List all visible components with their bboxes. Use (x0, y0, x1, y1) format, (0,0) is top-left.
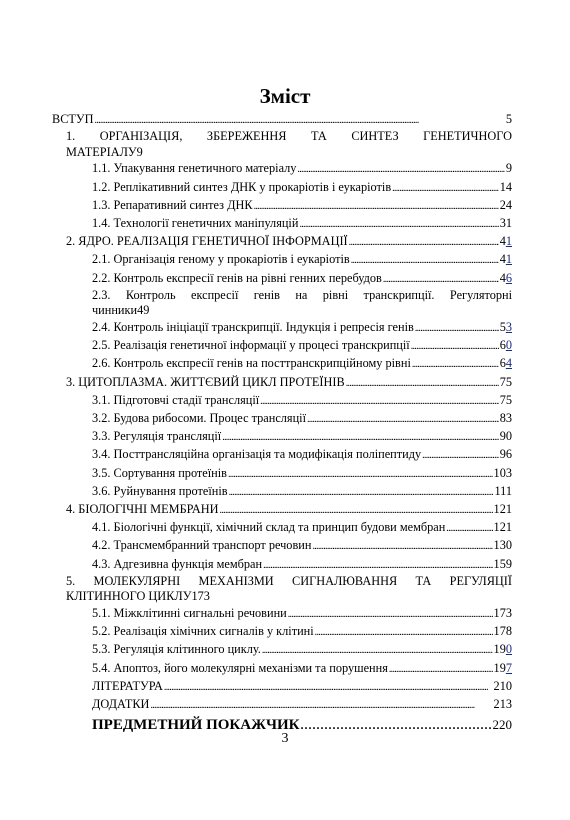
toc-entry-page: 83 (499, 411, 512, 426)
toc-entry-page: 130 (493, 538, 512, 553)
toc-entry-1-3[interactable] (52, 197, 512, 215)
toc-entry-page-digits: 4 (499, 234, 506, 249)
toc-entry-3-5[interactable] (52, 465, 512, 483)
toc-entry-1-4[interactable] (52, 215, 512, 233)
toc-entry-page (500, 355, 512, 372)
toc-entry-chapter-2[interactable] (52, 233, 512, 251)
toc-page-link[interactable]: 1 (505, 252, 512, 267)
toc-entry-5-2[interactable] (52, 623, 512, 641)
dot-leader (446, 519, 492, 537)
toc-page-link[interactable]: 3 (505, 320, 512, 334)
dot-leader (260, 392, 499, 410)
toc-entry-page (494, 641, 512, 658)
toc-entry-intro[interactable] (52, 111, 512, 129)
toc-entry-page: 210 (493, 678, 512, 693)
toc-entry-label: 1.3. Репаративний синтез ДНК (92, 197, 253, 212)
toc-entry-page (500, 337, 512, 354)
toc-entry-page-digits: 4 (499, 270, 506, 285)
toc-entry-5-1[interactable] (52, 605, 512, 623)
toc-entry-page: 111 (494, 483, 512, 498)
dot-leader (307, 410, 499, 428)
toc-entry-label: 5.4. Апоптоз, його молекулярні механізми та порушення (92, 660, 388, 675)
toc-entry-1-2[interactable] (52, 179, 512, 197)
dot-leader (263, 556, 492, 574)
dot-leader (299, 215, 498, 233)
dot-leader (351, 251, 499, 269)
toc-entry-label: 4.3. Адгезивна функція мембран (92, 556, 263, 571)
page-number: 3 (281, 731, 289, 746)
toc-entry-page: 90 (499, 429, 512, 444)
toc-entry-label: 2.6. Контроль експресії генів на посттранскрипційному рівні (92, 356, 411, 371)
dot-leader (164, 678, 493, 696)
toc-entry-page: 178 (493, 624, 512, 639)
toc-entry-page: 75 (499, 374, 512, 389)
dot-leader (389, 660, 493, 678)
dot-leader (222, 428, 499, 446)
toc-entry-page: 121 (493, 502, 512, 517)
dot-leader (229, 483, 494, 501)
dot-leader (297, 160, 504, 178)
toc-entry-page: 220 (492, 717, 512, 733)
toc-entry-page: 75 (499, 392, 512, 407)
toc-entry-page-digits: 6 (499, 338, 506, 353)
toc-entry-2-3[interactable] (52, 288, 512, 319)
toc-entry-page-digits: 6 (499, 356, 506, 371)
dot-leader (415, 319, 499, 337)
toc-entry-label: ЛІТЕРАТУРА (92, 678, 163, 693)
dot-leader (349, 233, 499, 251)
dot-leader (312, 537, 492, 555)
toc-page-link[interactable]: 4 (505, 356, 512, 371)
toc-entry-2-2[interactable] (52, 270, 512, 288)
toc-entry-label-line1: 1. ОРГАНІЗАЦІЯ, ЗБЕРЕЖЕННЯ ТА СИНТЕЗ ГЕНЕТИЧНОГО (66, 129, 512, 144)
toc-entry-4-2[interactable] (52, 537, 512, 555)
toc-entry-label: 1.1. Упакування генетичного матеріалу (92, 161, 297, 176)
toc-entry-label-line2: КЛІТИННОГО ЦИКЛУ (66, 589, 192, 604)
dot-leader (254, 197, 499, 215)
toc-entry-page: 173 (191, 589, 210, 604)
dot-leader (95, 111, 505, 129)
dot-leader (346, 374, 499, 392)
toc-entry-label: 3.6. Руйнування протеїнів (92, 483, 228, 498)
toc-entry-label: 1.4. Технології генетичних маніпуляцій (92, 216, 299, 230)
toc-entry-chapter-4[interactable] (52, 501, 512, 519)
toc-entry-2-1[interactable] (52, 251, 512, 269)
toc-entry-label: ДОДАТКИ (92, 697, 150, 712)
dot-leader (315, 623, 493, 641)
dot-leader (392, 179, 499, 197)
dot-leader (412, 355, 499, 373)
toc-entry-page: 31 (499, 216, 512, 230)
toc-entry-label: 3. ЦИТОПЛАЗМА. ЖИТТЄВИЙ ЦИКЛ ПРОТЕЇНІВ (66, 374, 345, 389)
toc-entry-label: 3.1. Підготовчі стадії трансляції (92, 392, 260, 407)
toc-entry-page: 121 (493, 520, 512, 535)
toc-entry-page: 173 (493, 606, 512, 621)
toc-entry-page (500, 319, 512, 336)
dot-leader (383, 270, 499, 288)
toc-entry-label: ВСТУП (52, 112, 94, 126)
toc-entry-label: 3.2. Будова рибосоми. Процес трансляції (92, 411, 306, 426)
toc-entry-label: 5.1. Міжклітинні сигнальні речовини (92, 606, 287, 621)
toc-entry-label: 3.3. Регуляція трансляції (92, 429, 222, 444)
toc-entry-page-digits: 5 (499, 320, 506, 334)
toc-entry-label-line2: МАТЕРІАЛУ (66, 144, 137, 159)
toc-entry-label: 2.4. Контроль ініціації транскрипції. Індукція і репресія генів (92, 320, 414, 334)
toc-entry-page: 49 (137, 303, 150, 318)
toc-entry-page: 24 (499, 197, 512, 212)
dot-leader (411, 337, 499, 355)
toc-entry-label: 3.4. Посттрансляційна організація та модифікація поліпептиду (92, 447, 422, 462)
toc-entry-label: 4.1. Біологічні функції, хімічний склад та принцип будови мембран (92, 520, 446, 535)
toc-entry-page: 14 (499, 179, 512, 194)
toc-entry-label: 2.5. Реалізація генетичної інформації у процесі транскрипції (92, 338, 410, 353)
toc-entry-label: 5.3. Регуляція клітинного циклу. (92, 642, 261, 657)
toc-entry-2-4[interactable] (52, 319, 512, 337)
toc-entry-3-1[interactable] (52, 392, 512, 410)
dot-leader (220, 501, 493, 519)
toc-entry-2-6[interactable] (52, 355, 512, 373)
toc-page-link[interactable]: 6 (505, 270, 512, 285)
toc-entry-label: 2.2. Контроль експресії генів на рівні генних перебудов (92, 270, 382, 285)
toc-entry-2-5[interactable] (52, 337, 512, 355)
toc-entry-3-2[interactable] (52, 410, 512, 428)
dot-leader (262, 641, 493, 659)
toc-entry-label: 1.2. Реплікативний синтез ДНК у прокаріотів і еукаріотів (92, 179, 392, 194)
dot-leader (288, 605, 493, 623)
toc-entry-appendices[interactable] (52, 696, 512, 714)
toc-entry-label-line1: 5. МОЛЕКУЛЯРНІ МЕХАНІЗМИ СИГНАЛЮВАННЯ ТА РЕГУЛЯЦІЇ (66, 573, 512, 588)
toc-entry-3-4[interactable] (52, 446, 512, 464)
toc-entry-label: 2.1. Організація геному у прокаріотів і еукаріотів (92, 252, 350, 267)
toc-entry-chapter-3[interactable] (52, 374, 512, 392)
toc-entry-3-3[interactable] (52, 428, 512, 446)
toc-entry-4-1[interactable] (52, 519, 512, 537)
toc-page-link[interactable]: 0 (505, 338, 512, 353)
toc-entry-page: 159 (493, 556, 512, 571)
page-title: Зміст (259, 84, 311, 108)
toc-entry-3-6[interactable] (52, 483, 512, 501)
toc-entry-1-1[interactable] (52, 160, 512, 178)
toc-entry-label: 4.2. Трансмембранний транспорт речовин (92, 538, 312, 553)
toc-entry-4-3[interactable] (52, 556, 512, 574)
toc-entry-5-4[interactable] (52, 660, 512, 678)
toc-entry-label: 5.2. Реалізація хімічних сигналів у клітині (92, 624, 314, 639)
toc-entry-label: 2. ЯДРО. РЕАЛІЗАЦІЯ ГЕНЕТИЧНОЇ ІНФОРМАЦІЇ (66, 234, 348, 249)
dot-leader (228, 465, 493, 483)
toc-entry-page (500, 233, 512, 250)
toc-entry-page: 103 (493, 465, 512, 480)
toc-entry-page (494, 660, 512, 677)
table-of-contents (52, 111, 512, 736)
toc-entry-label: 4. БІОЛОГІЧНІ МЕМБРАНИ (66, 502, 219, 517)
toc-entry-chapter-5[interactable] (52, 574, 512, 605)
toc-entry-label-line1: 2.3. Контроль експресії генів на рівні транскрипції. Регуляторні (92, 287, 512, 302)
toc-entry-page (500, 270, 512, 287)
toc-entry-page: 213 (493, 697, 512, 712)
toc-entry-label: 3.5. Сортування протеїнів (92, 465, 227, 480)
dot-leader (150, 696, 492, 714)
toc-entry-page: 9 (505, 161, 512, 176)
toc-entry-label-line2: чинники (92, 303, 138, 318)
toc-entry-chapter-1[interactable] (52, 129, 512, 160)
dot-leader (422, 446, 499, 464)
toc-entry-page-digits: 19 (493, 642, 506, 657)
toc-page-link[interactable]: 7 (505, 660, 512, 675)
toc-page-link[interactable]: 1 (505, 234, 512, 249)
toc-entry-page: 96 (499, 447, 512, 462)
toc-entry-label: ПРЕДМЕТНИЙ ПОКАЖЧИК (92, 717, 300, 734)
toc-entry-page-digits: 4 (499, 252, 506, 267)
toc-entry-page: 5 (505, 112, 512, 126)
toc-entry-page (500, 251, 512, 268)
toc-entry-5-3[interactable] (52, 641, 512, 659)
toc-page-link[interactable]: 0 (505, 642, 512, 657)
toc-entry-page: 9 (136, 144, 143, 159)
toc-entry-literature[interactable] (52, 678, 512, 696)
toc-entry-page-digits: 19 (493, 660, 506, 675)
